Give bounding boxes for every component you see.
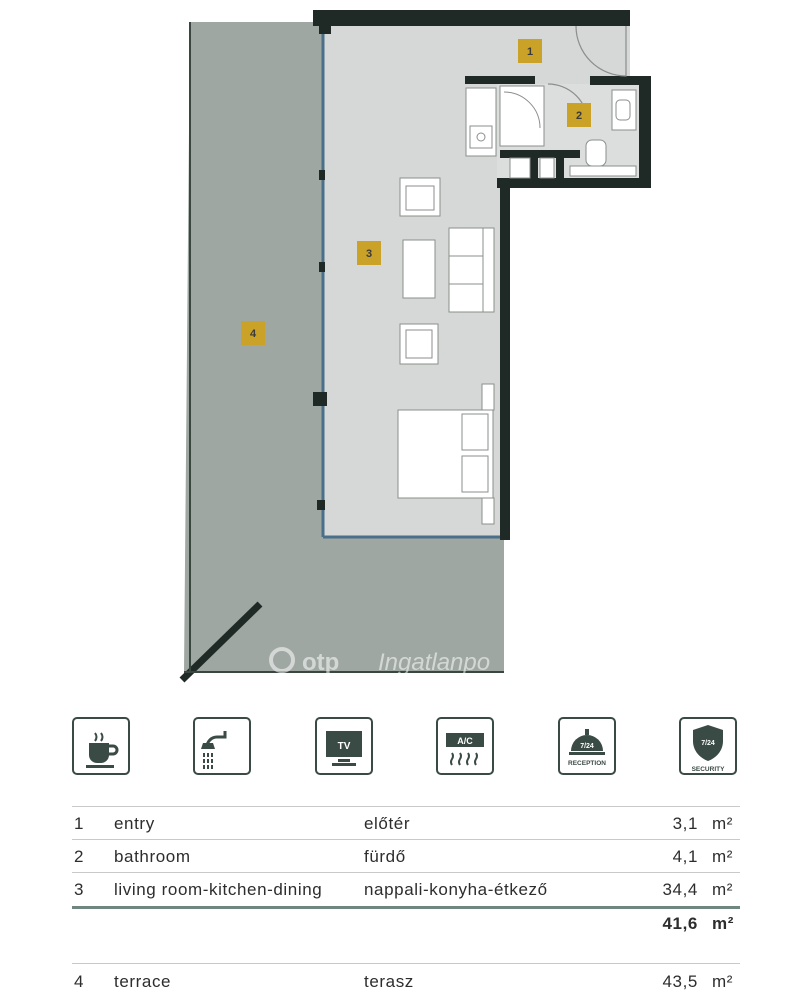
svg-text:7/24: 7/24 — [701, 740, 715, 747]
terrace-number: 4 — [74, 972, 85, 991]
room-number: 3 — [74, 880, 85, 899]
room-area: 34,4 — [662, 880, 698, 899]
room-area-unit: m² — [712, 880, 734, 899]
svg-text:RECEPTION: RECEPTION — [568, 760, 606, 767]
room-table — [72, 806, 740, 998]
terrace-name-hu: terasz — [364, 972, 414, 991]
total-row — [72, 909, 740, 943]
room-number: 2 — [74, 847, 85, 866]
shower-icon — [193, 717, 251, 775]
room-name-hu: előtér — [364, 814, 411, 833]
room-area-unit: m² — [712, 847, 734, 866]
total-area-unit: m² — [712, 914, 734, 933]
terrace-row — [72, 963, 740, 998]
air-conditioner-icon — [436, 717, 494, 775]
total-area: 41,6 — [662, 914, 698, 933]
room-area: 3,1 — [672, 814, 698, 833]
room-badge-4 — [241, 321, 265, 345]
room-area: 4,1 — [672, 847, 698, 866]
room-name-hu: fürdő — [364, 847, 406, 866]
svg-text:4: 4 — [249, 328, 257, 340]
security-shield-icon — [679, 717, 737, 775]
svg-text:otp: otp — [302, 649, 340, 676]
kitchenette — [466, 88, 496, 156]
room-badge-1 — [518, 39, 542, 63]
amenities-row — [72, 717, 738, 779]
table-row — [72, 839, 740, 872]
room-badge-3 — [357, 241, 381, 265]
table-row — [72, 872, 740, 905]
svg-text:Ingatlanpo: Ingatlanpo — [378, 649, 491, 676]
reception-bell-icon — [558, 717, 616, 775]
room-area-unit: m² — [712, 814, 734, 833]
tv-icon — [315, 717, 373, 775]
svg-text:7/24: 7/24 — [580, 743, 594, 750]
room-number: 1 — [74, 814, 85, 833]
terrace-area: 43,5 — [662, 972, 698, 991]
room-name-hu: nappali-konyha-étkező — [364, 880, 548, 899]
watermark — [271, 649, 490, 676]
svg-text:TV: TV — [337, 741, 351, 752]
room-badge-2 — [567, 103, 591, 127]
svg-text:3: 3 — [365, 248, 373, 260]
table-row — [72, 806, 740, 839]
room-name-en: living room-kitchen-dining — [114, 880, 323, 899]
svg-text:1: 1 — [526, 46, 534, 58]
svg-text:A/C: A/C — [457, 736, 473, 746]
svg-text:2: 2 — [575, 110, 583, 122]
coffee-cup-icon — [72, 717, 130, 775]
room-name-en: bathroom — [114, 847, 191, 866]
terrace-area-unit: m² — [712, 972, 734, 991]
svg-text:SECURITY: SECURITY — [691, 766, 725, 773]
room-name-en: entry — [114, 814, 155, 833]
terrace-name-en: terrace — [114, 972, 172, 991]
